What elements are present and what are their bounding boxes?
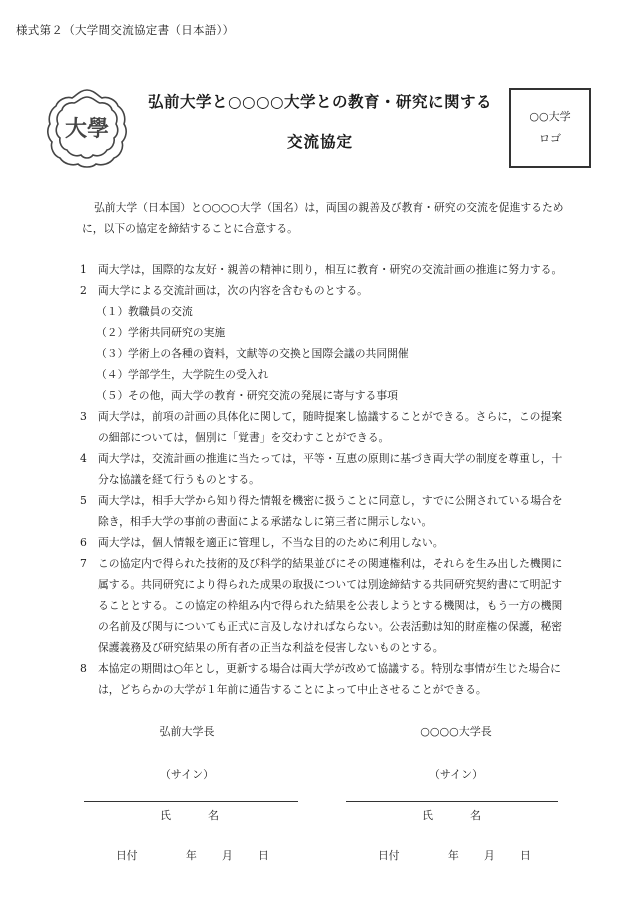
sub-item-number: （３） xyxy=(96,347,129,360)
clause-text: 両大学による交流計画は，次の内容を含むものとする。 xyxy=(98,284,368,297)
left-date-day: 日 xyxy=(258,849,269,862)
clause-number: 3 xyxy=(80,410,87,423)
sub-item-text: その他，両大学の教育・研究交流の発展に寄与する事項 xyxy=(128,389,398,402)
title-line-2: 交流協定 xyxy=(286,132,353,151)
right-name-label-1: 氏 xyxy=(422,809,433,822)
logo-box-line1: ○○大学 xyxy=(529,110,571,123)
clause-number: 8 xyxy=(80,662,87,675)
clause xyxy=(80,658,564,700)
right-signature-line xyxy=(346,801,558,802)
clause-text: 両大学は，国際的な友好・親善の精神に則り，相互に教育・研究の交流計画の推進に努力する。 xyxy=(98,263,563,276)
sub-item xyxy=(80,322,564,343)
sub-item-text: 学部学生，大学院生の受入れ xyxy=(128,368,269,381)
right-date-day: 日 xyxy=(520,849,531,862)
sub-item xyxy=(80,364,564,385)
sub-item xyxy=(80,343,564,364)
clause-text: 両大学は，交流計画の推進に当たっては，平等・互恵の原則に基づき両大学の制度を尊重し，十分な協議を経て行うものとする。 xyxy=(98,452,563,486)
left-date-year: 年 xyxy=(186,849,197,862)
clauses-list xyxy=(80,259,564,700)
right-date-year: 年 xyxy=(448,849,459,862)
clause xyxy=(80,448,564,490)
clause xyxy=(80,259,564,280)
clause-text: 両大学は，相手大学から知り得た情報を機密に扱うことに同意し，すでに公開されている場合を除き，相手大学の事前の書面による承諾なしに第三者に開示しない。 xyxy=(98,494,563,528)
title-line-1: 弘前大学と○○○○大学との教育・研究に関する xyxy=(147,92,493,111)
left-sign-placeholder: （サイン） xyxy=(159,768,215,781)
clause-number: 6 xyxy=(80,536,87,549)
sub-item-number: （４） xyxy=(96,368,129,381)
form-label: 様式第２（大学間交流協定書（日本語）） xyxy=(16,23,235,37)
clause-number: 5 xyxy=(80,494,87,507)
clause xyxy=(80,553,564,658)
right-date-label: 日付 xyxy=(378,849,400,862)
left-date-month: 月 xyxy=(222,849,233,862)
logo-placeholder-box xyxy=(509,88,591,168)
sub-item-number: （５） xyxy=(96,389,129,402)
clause-number: 4 xyxy=(80,452,87,465)
seal-char: 大學 xyxy=(64,116,110,142)
right-name-label-2: 名 xyxy=(470,809,481,822)
left-name-label-2: 名 xyxy=(208,809,219,822)
clause xyxy=(80,490,564,532)
clause-number: 1 xyxy=(80,263,87,276)
left-signature-line xyxy=(84,801,298,802)
right-sign-placeholder: （サイン） xyxy=(428,768,484,781)
sub-item xyxy=(80,385,564,406)
clause xyxy=(80,406,564,448)
right-date-month: 月 xyxy=(484,849,495,862)
clause-text: 本協定の期間は○年とし，更新する場合は両大学が改めて協議する。特別な事情が生じた場合には，どちらかの大学が１年前に通告することによって中止させることができる。 xyxy=(98,662,561,696)
university-seal-icon xyxy=(46,86,128,168)
clause-number: 7 xyxy=(80,557,87,570)
clause-number: 2 xyxy=(80,284,87,297)
sub-item-text: 学術上の各種の資料，文献等の交換と国際会議の共同開催 xyxy=(128,347,409,360)
left-name-label-1: 氏 xyxy=(160,809,171,822)
clause-text: この協定内で得られた技術的及び科学的結果並びにその関連権利は，それらを生み出した機関に属する。共同研究により得られた成果の取扱については別途締結する共同研究契約書にて明記することとする。この協定の枠組み内で得られた結果を公表しようとする機関は，もう一方の機関の名前及び関与についても正式に言及しなければならない。公表活動は知的財産権の保護，秘密保護義務及び研究結果の所有者の正当な利益を侵害しないものとする。 xyxy=(98,557,563,654)
right-signatory-title: ○○○○大学長 xyxy=(420,725,492,738)
sub-item-text: 教職員の交流 xyxy=(128,305,193,318)
left-signatory-title: 弘前大学長 xyxy=(159,725,215,738)
clause xyxy=(80,280,564,301)
clause-text: 両大学は，個人情報を適正に管理し，不当な目的のために利用しない。 xyxy=(98,536,444,549)
intro-paragraph: 弘前大学（日本国）と○○○○大学（国名）は，両国の親善及び教育・研究の交流を促進するために，以下の協定を締結することに合意する。 xyxy=(82,201,564,235)
clause xyxy=(80,532,564,553)
logo-box-line2: ロゴ xyxy=(539,132,561,145)
sub-item-text: 学術共同研究の実施 xyxy=(128,326,226,339)
clause-text: 両大学は，前項の計画の具体化に関して，随時提案し協議することができる。さらに，この提案の細部については，個別に「覚書」を交わすことができる。 xyxy=(98,410,563,444)
left-date-label: 日付 xyxy=(116,849,138,862)
sub-item-number: （１） xyxy=(96,305,129,318)
sub-item-number: （２） xyxy=(96,326,129,339)
sub-item xyxy=(80,301,564,322)
